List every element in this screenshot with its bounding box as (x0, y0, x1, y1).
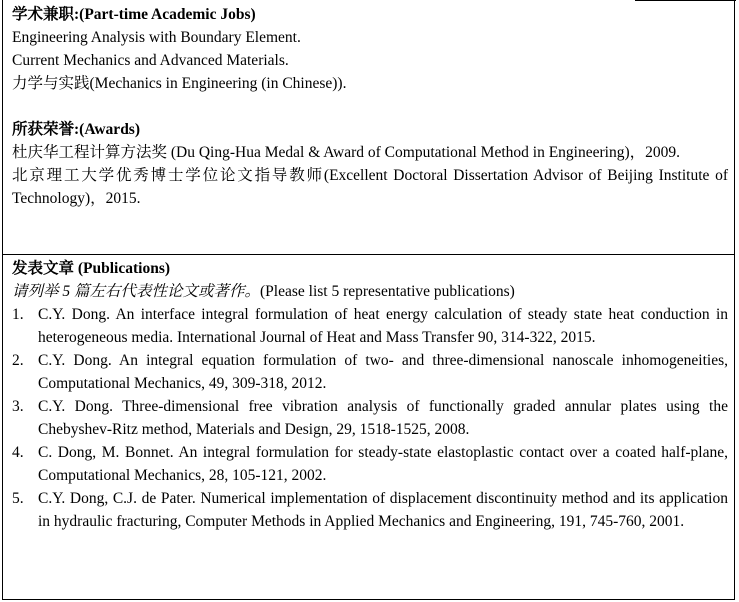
publication-item (12, 395, 728, 441)
award-item: 杜庆华工程计算方法奖 (Du Qing-Hua Medal & Award of Computational Method in Engineering)，2009. (12, 144, 680, 161)
instruction-chinese: 请列举 5 篇左右代表性论文或著作。 (12, 283, 261, 300)
cv-document (2, 0, 735, 600)
publication-text: C.Y. Dong, C.J. de Pater. Numerical implementation of displacement discontinuity method and its application in hydraulic fracturing, Computer Methods in Applied Mechanics and Engineering, 191, 745-760, 2001. (38, 490, 728, 530)
publications-instruction (12, 280, 728, 303)
publication-number: 1. (12, 306, 24, 323)
jobs-heading: 学术兼职:(Part-time Academic Jobs) (12, 6, 256, 23)
publication-item (12, 303, 728, 349)
publications-heading: 发表文章 (Publications) (12, 260, 171, 277)
publication-text: C. Dong, M. Bonnet. An integral formulation for steady-state elastoplastic contact over a coated half-plane, Computational Mechanics, 28, 105-121, 2002. (38, 444, 728, 484)
publication-item (12, 441, 728, 487)
publication-text: C.Y. Dong. Three-dimensional free vibration analysis of functionally graded annular plates using the Chebyshev-Ritz method, Materials and Design, 29, 1518-1525, 2008. (38, 398, 728, 438)
publication-text: C.Y. Dong. An integral equation formulation of two- and three-dimensional nanoscale inhomogeneities, Computational Mechanics, 49, 309-318, 2012. (38, 352, 728, 392)
award-item: 北京理工大学优秀博士学位论文指导教师(Excellent Doctoral Dissertation Advisor of Beijing Institute of Technology)，2015. (12, 167, 728, 207)
instruction-english: (Please list 5 representative publications) (260, 283, 515, 300)
publication-item (12, 487, 728, 533)
publication-text: C.Y. Dong. An interface integral formulation of heat energy calculation of steady state heat conduction in heterogeneous media. International Journal of Heat and Mass Transfer 90, 314-322, 2015. (38, 306, 728, 346)
publication-number: 3. (12, 398, 24, 415)
publications-section (3, 254, 734, 599)
job-item: Engineering Analysis with Boundary Element. (12, 29, 301, 46)
publication-number: 4. (12, 444, 24, 461)
awards-heading: 所获荣誉:(Awards) (12, 121, 141, 138)
table-top-border-fragment (635, 0, 736, 1)
publication-list (12, 303, 728, 533)
publication-number: 2. (12, 352, 24, 369)
jobs-awards-section (3, 3, 734, 253)
job-item: 力学与实践(Mechanics in Engineering (in Chinese)). (12, 75, 347, 92)
publication-item (12, 349, 728, 395)
job-item: Current Mechanics and Advanced Materials. (12, 52, 289, 69)
publication-number: 5. (12, 490, 24, 507)
spacer (12, 95, 728, 118)
